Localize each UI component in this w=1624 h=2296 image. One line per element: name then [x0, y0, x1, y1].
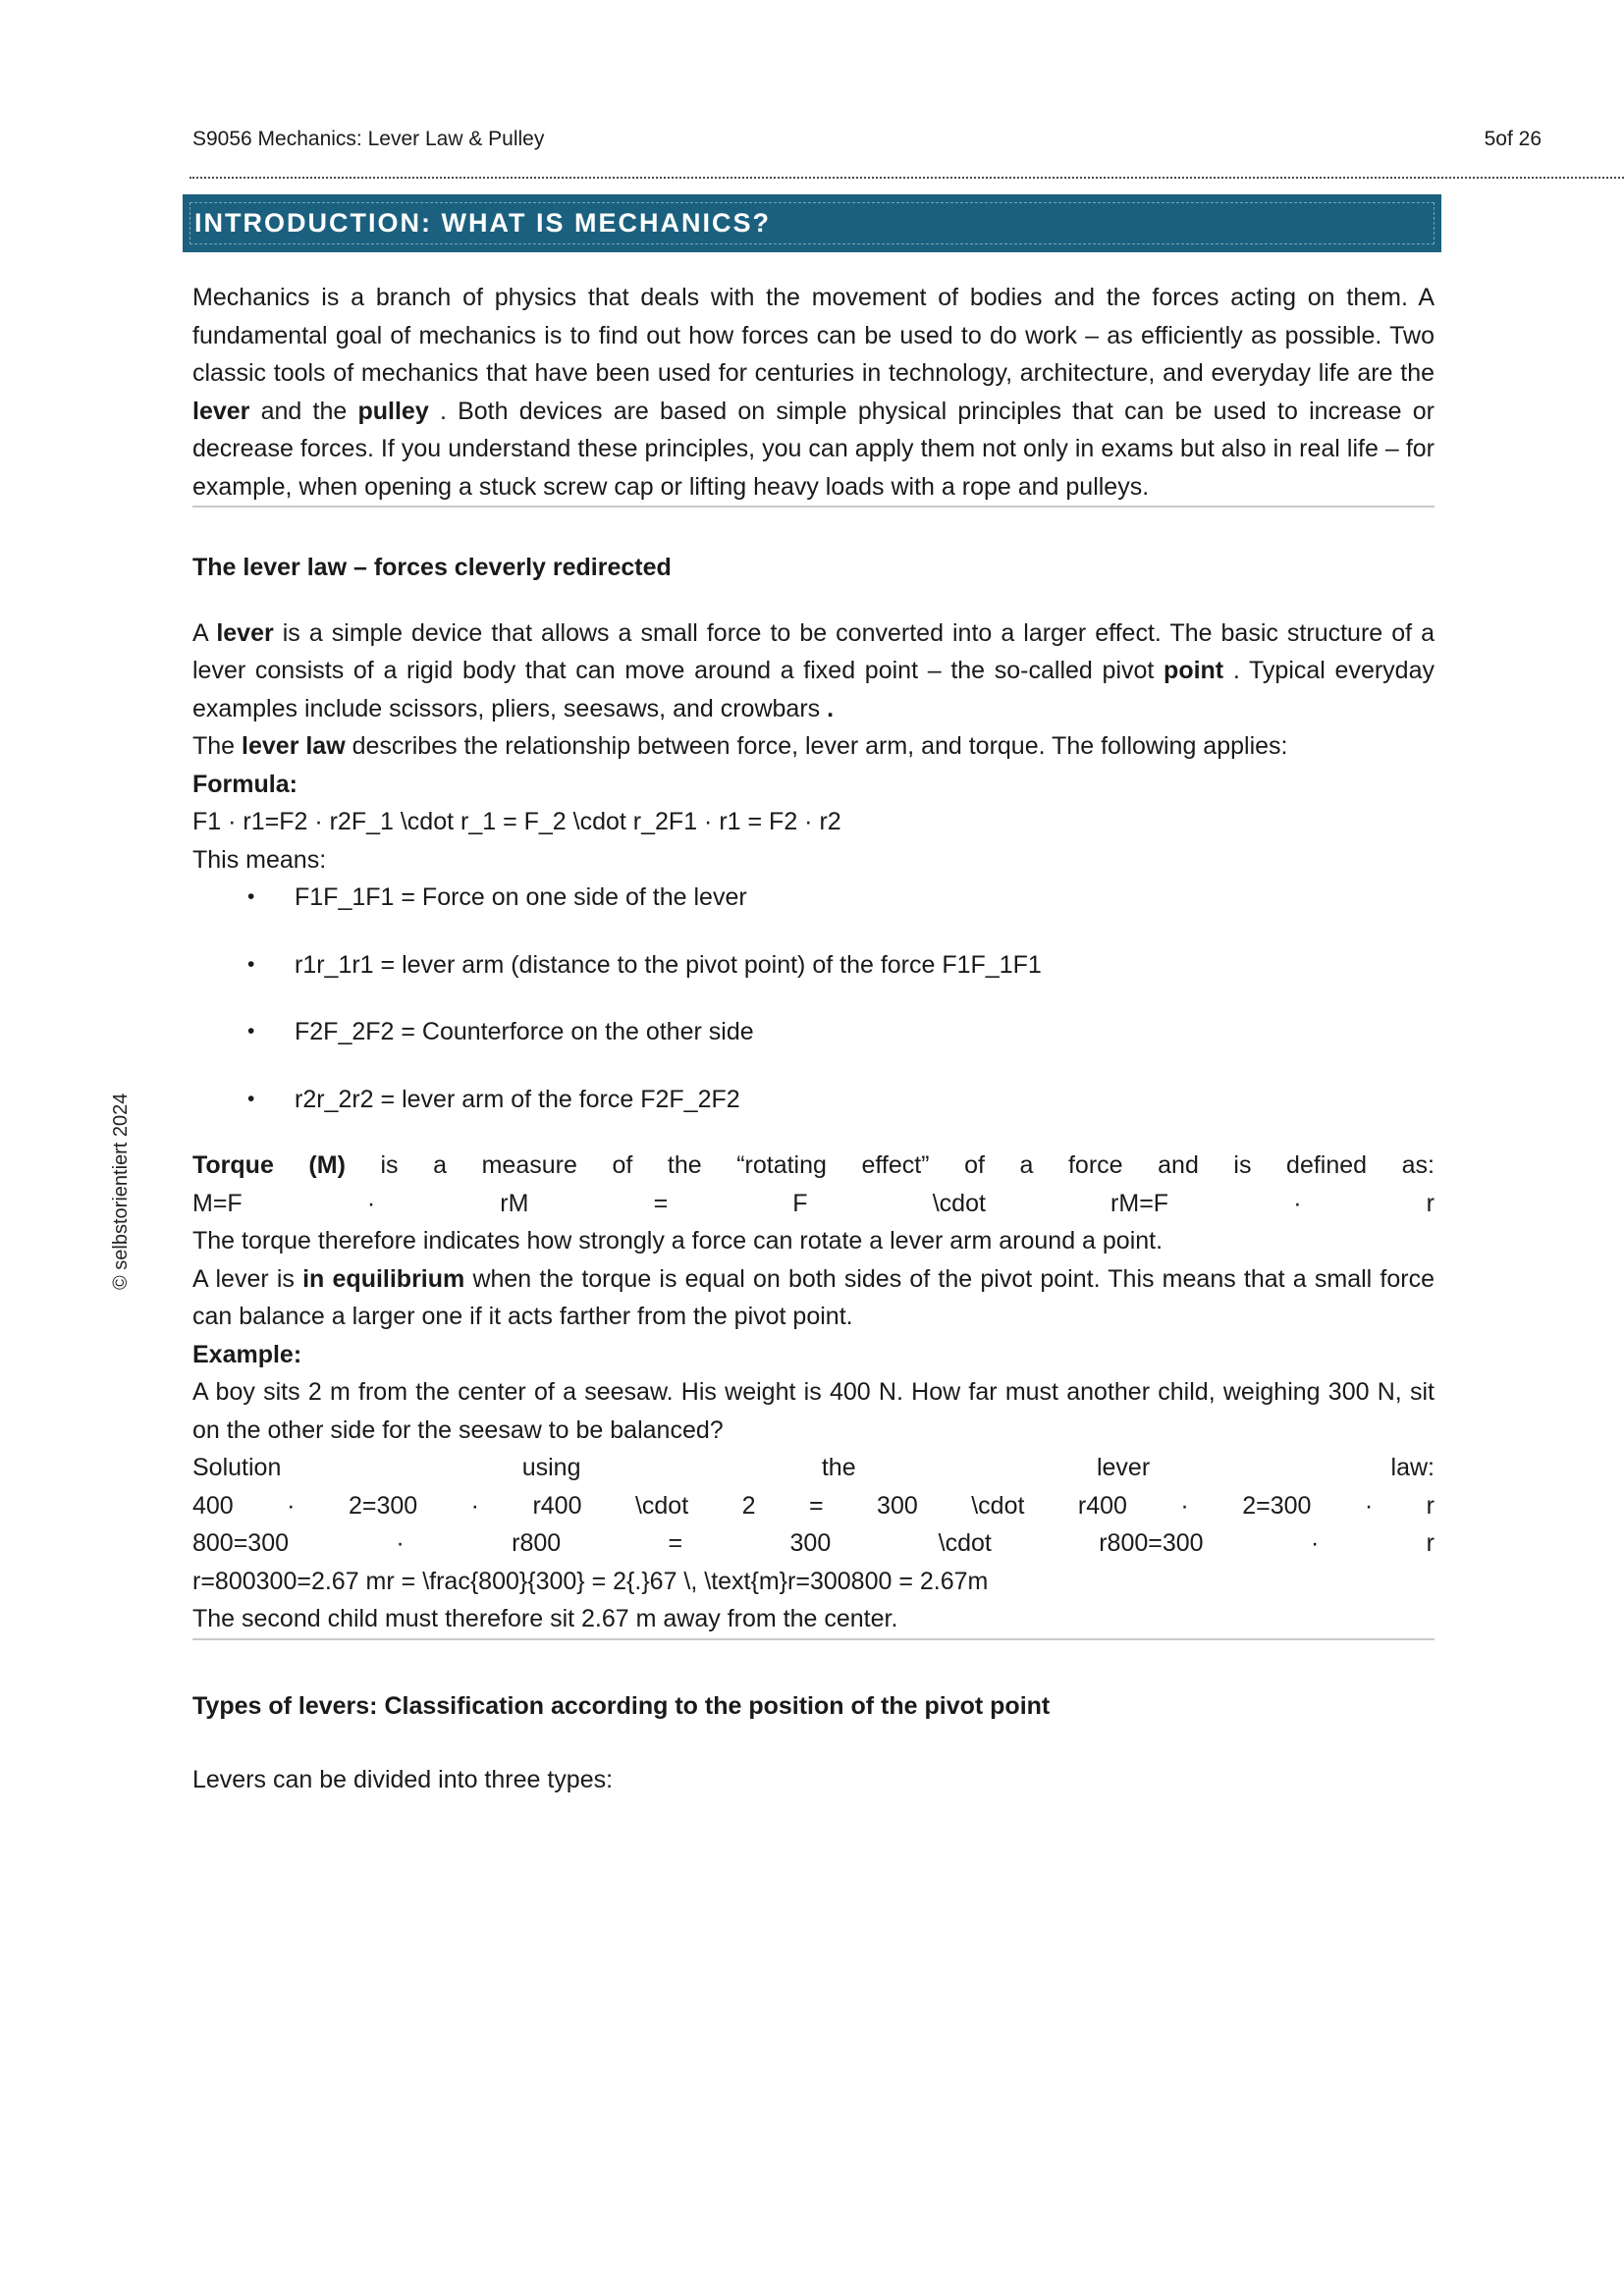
formula-line: F1 · r1=F2 · r2F_1 \cdot r_1 = F_2 \cdot r_2F1 · r1 = F2 · r2: [192, 808, 841, 835]
seg: The: [192, 732, 243, 760]
list-item-text: F2F_2F2 = Counterforce on the other side: [295, 1018, 754, 1045]
solution-block: [192, 1449, 1435, 1600]
seg: . Typical everyday examples include scissors, pliers, seesaws, and crowbars: [192, 657, 1435, 722]
seg: is a simple device that allows a small force to be converted into a larger effect. The basic structure of a lever consists of a rigid body that can move around a fixed point – the so-called pivot: [192, 618, 1435, 684]
lever-law-paragraph: [192, 727, 1435, 766]
bold-text-torque: Torque (M): [192, 1151, 346, 1179]
list-item-text: r1r_1r1 = lever arm (distance to the pivot point) of the force F1F_1F1: [295, 950, 1042, 979]
seg: describes the relationship between force, lever arm, and torque. The following applies:: [345, 732, 1288, 760]
section-banner: [183, 194, 1441, 252]
example-label: Example:: [192, 1340, 302, 1368]
bold-text-lever: lever: [192, 397, 250, 425]
section-divider: [192, 506, 1435, 507]
bold-text-pulley: pulley: [357, 397, 429, 425]
intro-paragraph: [192, 279, 1435, 506]
bullet-icon: •: [247, 952, 255, 976]
content-column: [192, 279, 1435, 1799]
copyright-vertical-text: © selbstorientiert 2024: [110, 1093, 132, 1290]
heading-lever-law: The lever law – forces cleverly redirected: [192, 554, 672, 581]
heading-lever-types: Types of levers: Classification according to the position of the pivot point: [192, 1691, 1051, 1720]
bullet-icon: •: [247, 1087, 255, 1110]
list-item: [192, 1013, 1435, 1051]
header-divider: [189, 177, 1624, 179]
torque-definition-line: [192, 1147, 1435, 1185]
seg: A: [192, 618, 217, 647]
torque-paragraph: [192, 1147, 1435, 1260]
formula-block: [192, 766, 1435, 841]
header-page-number: 5of 26: [1484, 128, 1542, 150]
bullet-icon: •: [247, 885, 255, 908]
seg: is a measure of the “rotating effect” of a force and is defined as:: [345, 1151, 1435, 1179]
seg: A lever is: [192, 1264, 303, 1293]
list-item: [192, 946, 1435, 985]
bold-text-lever-law: lever law: [242, 732, 346, 760]
torque-formula-line: M=F · rM = F \cdot rM=F · r: [192, 1189, 1435, 1217]
lever-types-intro-paragraph: Levers can be divided into three types:: [192, 1766, 614, 1793]
bullet-icon: •: [247, 1020, 255, 1042]
solution-line: Solution using the lever law:: [192, 1454, 1435, 1481]
list-item: [192, 879, 1435, 917]
bold-text-lever: lever: [216, 618, 274, 647]
solution-line: r=800300=2.67 mr = \frac{800}{300} = 2{.}67 \, \text{m}r=300800 = 2.67m: [192, 1567, 989, 1595]
banner-inner-frame: [189, 202, 1435, 244]
seg: Mechanics is a branch of physics that deals with the movement of bodies and the forces acting on them. A fundamental goal of mechanics is to find out how forces can be used to do work – as efficiently as possible. Two classic tools of mechanics that have been used for centuries in technology, architecture, and everyday life are the: [192, 284, 1435, 387]
conclusion-paragraph: The second child must therefore sit 2.67 m away from the center.: [192, 1605, 898, 1632]
bold-text-equilibrium: in equilibrium: [302, 1264, 465, 1293]
header-doc-title: S9056 Mechanics: Lever Law & Pulley: [192, 128, 545, 150]
solution-line: 400 · 2=300 · r400 \cdot 2 = 300 \cdot r400 · 2=300 · r: [192, 1491, 1435, 1520]
torque-explanation-line: The torque therefore indicates how strongly a force can rotate a lever arm around a point.: [192, 1227, 1164, 1255]
example-block: [192, 1336, 1435, 1450]
bullet-list: [192, 879, 1435, 1118]
example-text: A boy sits 2 m from the center of a seesaw. His weight is 400 N. How far must another child, weighing 300 N, sit on the other side for the seesaw to be balanced?: [192, 1378, 1435, 1444]
lever-definition-paragraph: [192, 614, 1435, 728]
list-item-text: F1F_1F1 = Force on one side of the lever: [295, 883, 747, 911]
list-item-text: r2r_2r2 = lever arm of the force F2F_2F2: [295, 1085, 740, 1113]
bold-text-period: .: [827, 694, 835, 722]
bold-text-point: point: [1164, 657, 1224, 684]
section-divider: [192, 1638, 1435, 1640]
seg: when the torque is equal on both sides of the pivot point. This means that a small force can balance a larger one if it acts farther from the pivot point.: [192, 1264, 1435, 1330]
banner-title: INTRODUCTION: WHAT IS MECHANICS?: [194, 208, 771, 238]
this-means-label: This means:: [192, 845, 327, 874]
equilibrium-paragraph: [192, 1260, 1435, 1336]
solution-line: 800=300 · r800 = 300 \cdot r800=300 · r: [192, 1529, 1435, 1557]
formula-label: Formula:: [192, 770, 298, 798]
seg: and the: [249, 397, 358, 425]
list-item: [192, 1081, 1435, 1119]
seg: . Both devices are based on simple physical principles that can be used to increase or decrease forces. If you understand these principles, you can apply them not only in exams but also in real life – for example, when opening a stuck screw cap or lifting heavy loads with a rope and pulleys.: [192, 397, 1435, 501]
